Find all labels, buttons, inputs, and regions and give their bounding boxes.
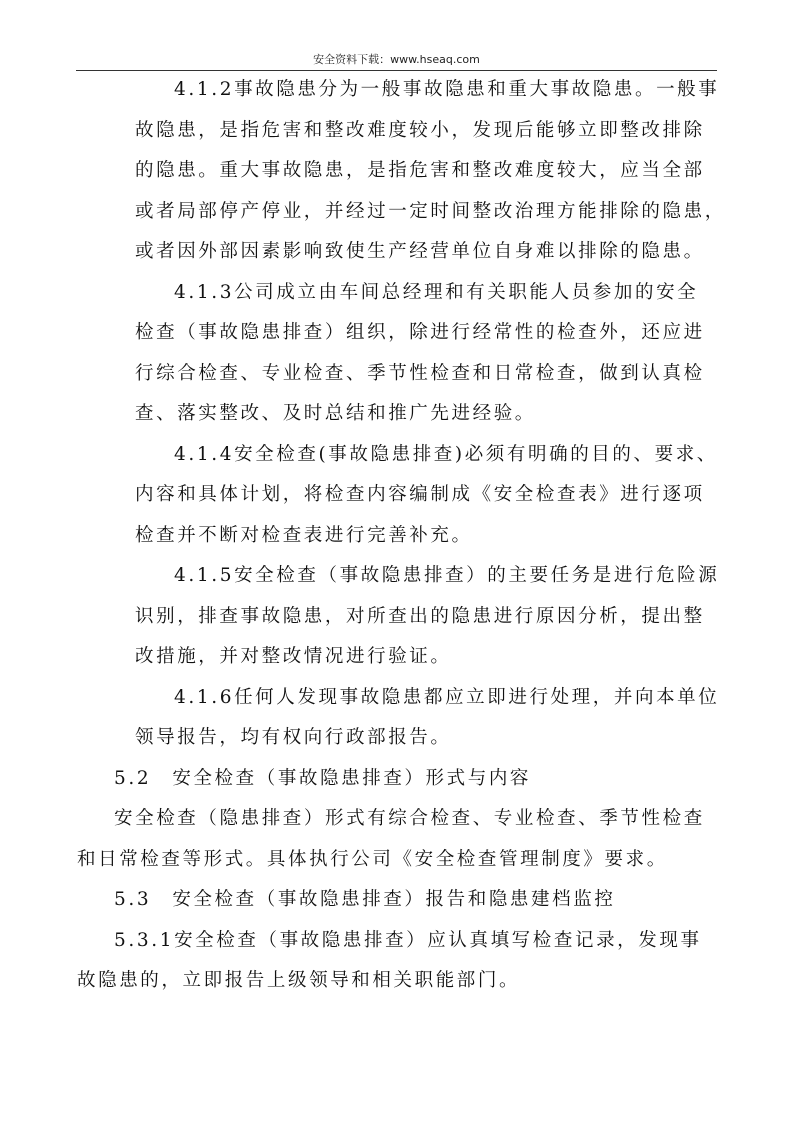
paragraph-line: 查、落实整改、及时总结和推广先进经验。 [135, 403, 536, 424]
paragraph-line: 4.1.2事故隐患分为一般事故隐患和重大事故隐患。一般事 [174, 79, 720, 100]
paragraph-line: 或者因外部因素影响致使生产经营单位自身难以排除的隐患。 [135, 241, 705, 262]
paragraph-line: 4.1.3公司成立由车间总经理和有关职能人员参加的安全 [174, 281, 699, 303]
paragraph-4-1-5 [77, 556, 722, 678]
paragraph-line: 行综合检查、专业检查、季节性检查和日常检查，做到认真检 [135, 362, 705, 384]
paragraph-line: 检查并不断对检查表进行完善补充。 [135, 524, 473, 546]
paragraph-line: 的隐患。重大事故隐患，是指危害和整改难度较大，应当全部 [135, 160, 705, 181]
paragraph-line: 改措施，并对整改情况进行验证。 [135, 646, 452, 667]
paragraph-line: 4.1.6任何人发现事故隐患都应立即进行处理，并向本单位 [174, 686, 720, 708]
document-body [77, 70, 726, 1002]
section-heading: 5.2 安全检查（事故隐患排查）形式与内容 [114, 767, 532, 789]
section-body-line: 5.3.1安全检查（事故隐患排查）应认真填写检查记录，发现事 [114, 929, 702, 951]
paragraph-line: 检查（事故隐患排查）组织，除进行经常性的检查外，还应进 [135, 322, 705, 343]
page-header: 安全资料下载：www.hseaq.com [313, 53, 480, 66]
section-5-2 [77, 759, 722, 881]
paragraph-line: 内容和具体计划，将检查内容编制成《安全检查表》进行逐项 [135, 484, 705, 505]
section-body-line: 故隐患的，立即报告上级领导和相关职能部门。 [77, 970, 521, 991]
paragraph-line: 4.1.5安全检查（事故隐患排查）的主要任务是进行危险源 [174, 565, 720, 586]
paragraph-line: 识别，排查事故隐患，对所查出的隐患进行原因分析，提出整 [135, 605, 705, 627]
paragraph-4-1-4 [77, 435, 722, 557]
paragraph-4-1-3 [77, 273, 722, 435]
paragraph-4-1-6 [77, 678, 722, 759]
paragraph-line: 4.1.4安全检查(事故隐患排查)必须有明确的目的、要求、 [174, 443, 718, 465]
paragraph-4-1-2 [19, 70, 726, 273]
section-body-line: 安全检查（隐患排查）形式有综合检查、专业检查、季节性检查 [114, 808, 705, 829]
section-heading: 5.3 安全检查（事故隐患排查）报告和隐患建档监控 [114, 889, 616, 910]
paragraph-line: 领导报告，均有权向行政部报告。 [135, 727, 452, 748]
paragraph-line: 或者局部停产停业，并经过一定时间整改治理方能排除的隐患， [135, 200, 726, 222]
section-body-line: 和日常检查等形式。具体执行公司《安全检查管理制度》要求。 [77, 848, 668, 870]
paragraph-line: 故隐患，是指危害和整改难度较小，发现后能够立即整改排除 [135, 119, 705, 141]
section-5-3 [77, 880, 722, 1002]
